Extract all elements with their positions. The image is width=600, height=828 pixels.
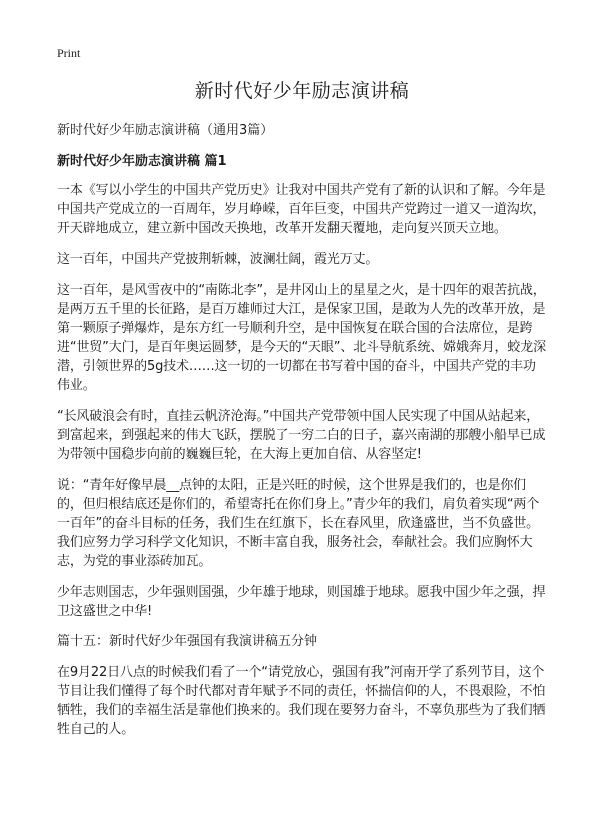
paragraph: “长风破浪会有时，直挂云帆济沧海。”中国共产党带领中国人民实现了中国从站起来，到富起来，到强起来的伟大飞跃，摆脱了一穷二白的日子，嘉兴南湖的那艘小船早已成为带领中国稳步向前的巍巍巨轮，在大海上更加自信、从容坚定! <box>57 409 546 462</box>
section-heading: 篇十五：新时代好少年强国有我演讲稿五分钟 <box>57 634 318 649</box>
paragraph: 一本《写以小学生的中国共产党历史》让我对中国共产党有了新的认识和了解。今年是中国共产党成立的一百周年，岁月峥嵘，百年巨变，中国共产党跨过一道又一道沟坎，开天辟地成立，建立新中国改天换地，改革开发翻天覆地，走向复兴顶天立地。 <box>57 183 546 236</box>
paragraph: 这一百年，中国共产党披荆斩棘，波澜壮阔，霞光万丈。 <box>57 252 379 267</box>
article-heading: 新时代好少年励志演讲稿 篇1 <box>57 154 227 169</box>
document <box>57 78 547 739</box>
document-title: 新时代好少年励志演讲稿 <box>194 80 410 102</box>
paragraph: 少年志则国志，少年强则国强，少年雄于地球，则国雄于地球。愿我中国少年之强，捍卫这盛世之中华! <box>57 585 546 619</box>
print-link[interactable]: Print <box>57 46 81 60</box>
paragraph: 在9月22日八点的时候我们看了一个“请党放心，强国有我”河南开学了系列节目，这个节目让我们懂得了每个时代都对青年赋予不同的责任，怀揣信仰的人，不畏艰险，不怕牺牲，我们的幸福生活是靠他们换来的。我们现在要努力奋斗，不辜负那些为了我们牺牲自己的人。 <box>57 665 546 737</box>
paragraph: 说：“青年好像早晨__点钟的太阳，正是兴旺的时候，这个世界是我们的，也是你们的，但归根结底还是你们的，希望寄托在你们身上。”青少年的我们，肩负着实现“两个一百年”的奋斗目标的任务，我们生在红旗下，长在春风里，欣逢盛世，当不负盛世。我们应努力学习科学文化知识，不断丰富自我，服务社会，奉献社会。我们应胸怀大志，为党的事业添砖加瓦。 <box>57 478 540 569</box>
paragraph: 这一百年，是风雪夜中的“南陈北李”，是井冈山上的星星之火，是十四年的艰苦抗战，是两万五千里的长征路，是百万雄师过大江，是保家卫国，是敢为人先的改革开放，是第一颗原子弹爆炸，是东方红一号顺利升空，是中国恢复在联合国的合法席位，是跨进“世贸”大门，是百年奥运圆梦，是今天的“天眼”、北斗导航系统、嫦娥奔月，蛟龙深潜，引领世界的5g技术……这一切的一切都在书写着中国的奋斗，中国共产党的丰功伟业。 <box>57 283 546 393</box>
document-subtitle: 新时代好少年励志演讲稿（通用3篇） <box>57 123 274 138</box>
